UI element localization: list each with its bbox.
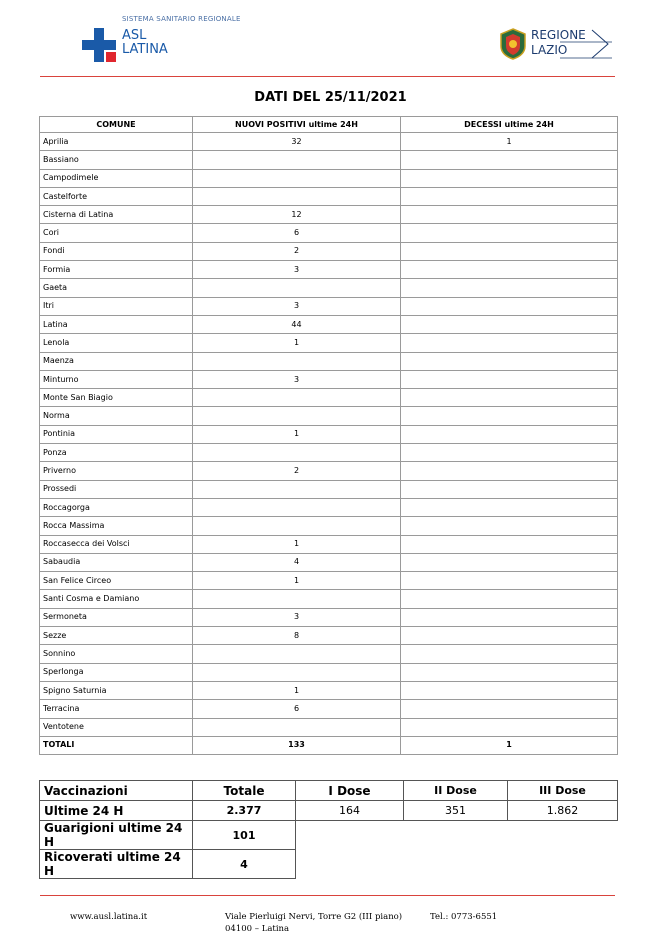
region-logo-lines-icon (560, 28, 612, 60)
nuovi-positivi-cell: 1 (193, 334, 401, 352)
table-row (40, 206, 618, 224)
decessi-cell (401, 297, 618, 315)
nuovi-positivi-cell: 6 (193, 700, 401, 718)
nuovi-positivi-cell (193, 389, 401, 407)
nuovi-positivi-cell (193, 352, 401, 370)
decessi-cell (401, 444, 618, 462)
decessi-cell (401, 590, 618, 608)
nuovi-positivi-cell (193, 480, 401, 498)
col-header-dose1: I Dose (296, 781, 404, 801)
decessi-cell (401, 151, 618, 169)
table-row (40, 608, 618, 626)
nuovi-positivi-cell (193, 517, 401, 535)
comune-cell: Castelforte (40, 187, 193, 205)
nuovi-positivi-cell (193, 444, 401, 462)
footer-address-line1: Viale Pierluigi Nervi, Torre G2 (III piano) (225, 912, 403, 922)
col-header-totale: Totale (193, 781, 296, 801)
nuovi-positivi-cell: 3 (193, 608, 401, 626)
decessi-cell (401, 169, 618, 187)
org-name-line2: LATINA (122, 42, 168, 57)
table-row (40, 850, 618, 879)
comune-cell: Terracina (40, 700, 193, 718)
table-row (40, 261, 618, 279)
nuovi-positivi-cell: 1 (193, 535, 401, 553)
vaccinations-dose1-value: 164 (296, 801, 404, 821)
table-row (40, 462, 618, 480)
vaccinations-table (39, 780, 618, 879)
table-row (40, 315, 618, 333)
comune-cell: Fondi (40, 242, 193, 260)
table-row (40, 781, 618, 801)
decessi-cell (401, 480, 618, 498)
table-row (40, 407, 618, 425)
decessi-cell (401, 334, 618, 352)
table-row (40, 821, 618, 850)
table-row (40, 663, 618, 681)
decessi-cell (401, 498, 618, 516)
col-header-dose3: III Dose (508, 781, 618, 801)
decessi-cell (401, 279, 618, 297)
comune-cell: Santi Cosma e Damiano (40, 590, 193, 608)
table-row (40, 718, 618, 736)
comune-cell: Roccagorga (40, 498, 193, 516)
nuovi-positivi-cell (193, 169, 401, 187)
table-row (40, 498, 618, 516)
regione-lazio-emblem-icon (500, 28, 526, 60)
nuovi-positivi-cell: 2 (193, 462, 401, 480)
comune-cell: Ponza (40, 444, 193, 462)
region-name-line2: LAZIO (531, 43, 568, 57)
table-row (40, 553, 618, 571)
region-name-line1: REGIONE (531, 28, 586, 42)
vaccinations-dose3-value: 1.862 (508, 801, 618, 821)
table-row (40, 187, 618, 205)
comune-cell: Rocca Massima (40, 517, 193, 535)
nuovi-positivi-cell (193, 663, 401, 681)
vaccinations-totale-value: 2.377 (193, 801, 296, 821)
guarigioni-label: Guarigioni ultime 24 H (40, 821, 193, 850)
nuovi-positivi-cell: 6 (193, 224, 401, 242)
nuovi-positivi-cell (193, 645, 401, 663)
comune-cell: Minturno (40, 370, 193, 388)
nuovi-positivi-cell: 1 (193, 572, 401, 590)
decessi-cell (401, 663, 618, 681)
vaccinations-dose2-value: 351 (404, 801, 508, 821)
ricoverati-value: 4 (193, 850, 296, 879)
table-row (40, 389, 618, 407)
comune-cell: Latina (40, 315, 193, 333)
decessi-cell (401, 572, 618, 590)
table-row (40, 151, 618, 169)
nuovi-positivi-cell: 8 (193, 627, 401, 645)
table-row (40, 517, 618, 535)
table-row (40, 169, 618, 187)
table-row (40, 480, 618, 498)
decessi-cell (401, 700, 618, 718)
comune-cell: Campodimele (40, 169, 193, 187)
decessi-cell (401, 425, 618, 443)
decessi-cell (401, 261, 618, 279)
col-header-dose2: II Dose (404, 781, 508, 801)
decessi-cell (401, 370, 618, 388)
table-row (40, 590, 618, 608)
nuovi-positivi-cell: 4 (193, 553, 401, 571)
comune-cell: Sonnino (40, 645, 193, 663)
table-row (40, 352, 618, 370)
comune-cell: Norma (40, 407, 193, 425)
decessi-cell (401, 535, 618, 553)
decessi-cell (401, 462, 618, 480)
asl-cross-logo (82, 28, 116, 62)
nuovi-positivi-cell: 44 (193, 315, 401, 333)
decessi-cell: 1 (401, 133, 618, 151)
nuovi-positivi-cell (193, 151, 401, 169)
table-row (40, 334, 618, 352)
table-row (40, 681, 618, 699)
totals-nuovi-positivi: 133 (193, 736, 401, 754)
nuovi-positivi-cell (193, 718, 401, 736)
decessi-cell (401, 718, 618, 736)
table-row (40, 279, 618, 297)
col-header-decessi: DECESSI ultime 24H (401, 117, 618, 133)
decessi-cell (401, 206, 618, 224)
decessi-cell (401, 242, 618, 260)
comune-cell: Sabaudia (40, 553, 193, 571)
comune-cell: Prossedi (40, 480, 193, 498)
nuovi-positivi-cell: 12 (193, 206, 401, 224)
decessi-cell (401, 352, 618, 370)
org-name-line1: ASL (122, 28, 147, 43)
footer-divider (40, 895, 615, 896)
table-row (40, 133, 618, 151)
nuovi-positivi-cell (193, 407, 401, 425)
nuovi-positivi-cell: 3 (193, 370, 401, 388)
table-row (40, 700, 618, 718)
decessi-cell (401, 608, 618, 626)
ricoverati-label: Ricoverati ultime 24 H (40, 850, 193, 879)
decessi-cell (401, 315, 618, 333)
decessi-cell (401, 681, 618, 699)
decessi-cell (401, 627, 618, 645)
comune-cell: Priverno (40, 462, 193, 480)
decessi-cell (401, 645, 618, 663)
table-row (40, 535, 618, 553)
comune-cell: Bassiano (40, 151, 193, 169)
comune-cell: Cori (40, 224, 193, 242)
nuovi-positivi-cell: 1 (193, 425, 401, 443)
comuni-table (39, 116, 618, 755)
table-row (40, 627, 618, 645)
table-row (40, 572, 618, 590)
comune-cell: Spigno Saturnia (40, 681, 193, 699)
nuovi-positivi-cell: 32 (193, 133, 401, 151)
comune-cell: Sermoneta (40, 608, 193, 626)
ultime-24h-label: Ultime 24 H (40, 801, 193, 821)
col-header-nuovi-positivi: NUOVI POSITIVI ultime 24H (193, 117, 401, 133)
decessi-cell (401, 187, 618, 205)
comune-cell: San Felice Circeo (40, 572, 193, 590)
nuovi-positivi-cell (193, 498, 401, 516)
comune-cell: Pontinia (40, 425, 193, 443)
table-row (40, 297, 618, 315)
nuovi-positivi-cell (193, 590, 401, 608)
comune-cell: Cisterna di Latina (40, 206, 193, 224)
table-row (40, 425, 618, 443)
table-row (40, 645, 618, 663)
comune-cell: Lenola (40, 334, 193, 352)
comune-cell: Roccasecca dei Volsci (40, 535, 193, 553)
nuovi-positivi-cell (193, 279, 401, 297)
nuovi-positivi-cell: 1 (193, 681, 401, 699)
comune-cell: Maenza (40, 352, 193, 370)
nuovi-positivi-cell: 3 (193, 297, 401, 315)
totals-decessi: 1 (401, 736, 618, 754)
table-row (40, 370, 618, 388)
col-header-comune: COMUNE (40, 117, 193, 133)
comune-cell: Sperlonga (40, 663, 193, 681)
table-row (40, 242, 618, 260)
nuovi-positivi-cell: 3 (193, 261, 401, 279)
nuovi-positivi-cell: 2 (193, 242, 401, 260)
comune-cell: Monte San Biagio (40, 389, 193, 407)
vaccinations-label: Vaccinazioni (40, 781, 193, 801)
decessi-cell (401, 407, 618, 425)
org-subtitle: SISTEMA SANITARIO REGIONALE (122, 15, 241, 23)
comune-cell: Sezze (40, 627, 193, 645)
footer-address-line2: 04100 – Latina (225, 924, 290, 934)
table-row (40, 801, 618, 821)
decessi-cell (401, 553, 618, 571)
totals-row (40, 736, 618, 754)
report-title: DATI DEL 25/11/2021 (254, 90, 407, 105)
guarigioni-value: 101 (193, 821, 296, 850)
header-divider (40, 76, 615, 77)
footer-phone: Tel.: 0773-6551 (430, 912, 498, 922)
table-header-row (40, 117, 618, 133)
table-row (40, 224, 618, 242)
decessi-cell (401, 224, 618, 242)
comune-cell: Gaeta (40, 279, 193, 297)
decessi-cell (401, 517, 618, 535)
nuovi-positivi-cell (193, 187, 401, 205)
comune-cell: Ventotene (40, 718, 193, 736)
table-row (40, 444, 618, 462)
decessi-cell (401, 389, 618, 407)
comune-cell: Itri (40, 297, 193, 315)
comune-cell: Formia (40, 261, 193, 279)
comune-cell: Aprilia (40, 133, 193, 151)
totals-label: TOTALI (40, 736, 193, 754)
footer-website: www.ausl.latina.it (70, 912, 148, 922)
